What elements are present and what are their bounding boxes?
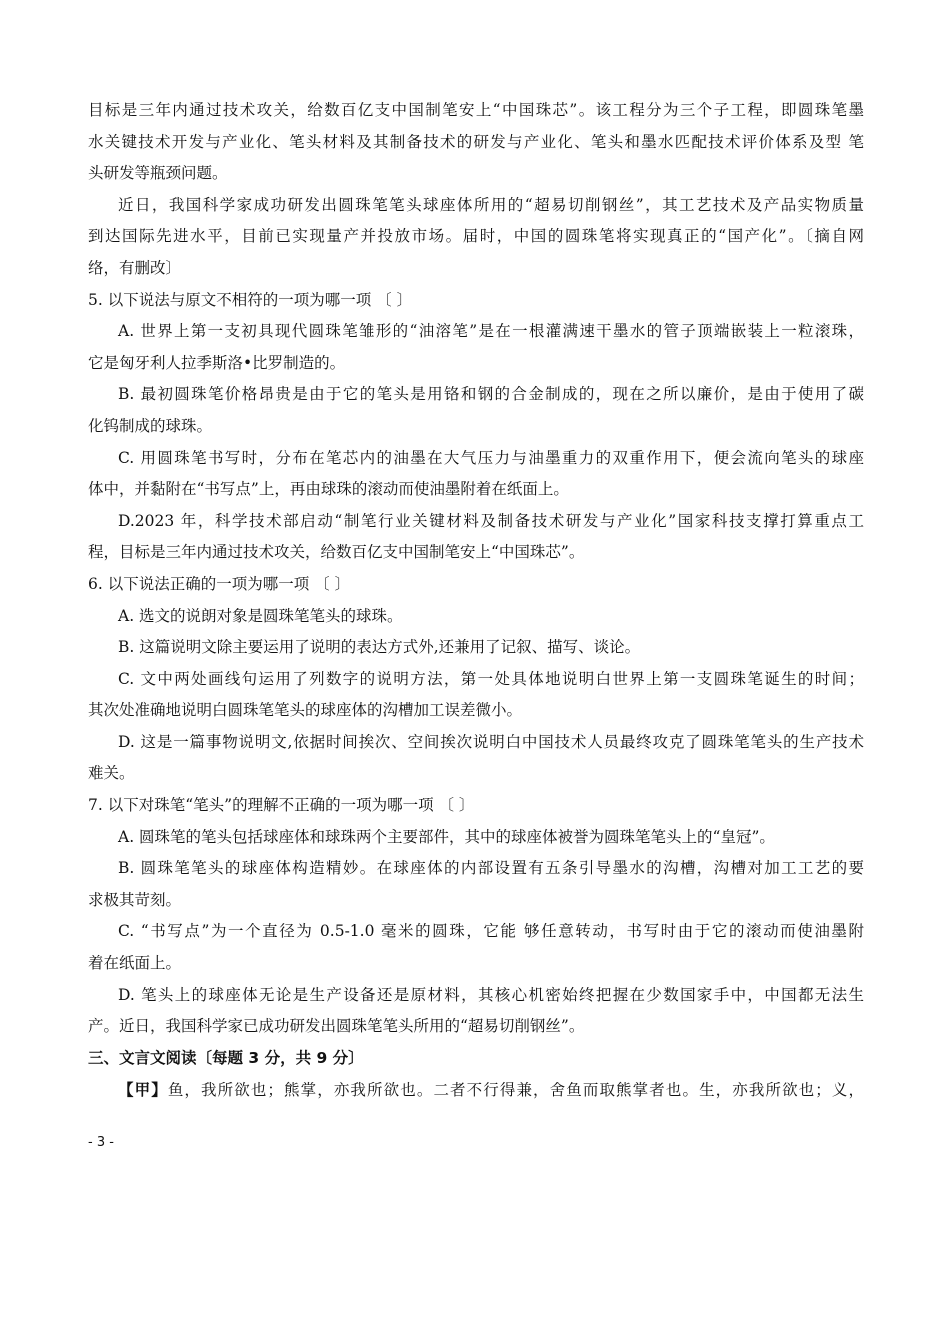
classical-text-jia [88,1074,864,1106]
passage-line: 到达国际先进水平，目前已实现量产并投放市场。届时，中国的圆珠笔将实现真正的“国产化”。〔摘自网 [88,227,864,246]
page-number: - 3 - [88,1135,114,1150]
q7-option-c-cont: 着在纸面上。 [88,954,182,973]
q7-option-c: C. “书写点”为一个直径为 0.5-1.0 毫米的圆珠，它能 够任意转动，书写时由于它的滚动而使油墨附 [118,922,864,941]
q5-option-b-cont: 化钨制成的球珠。 [88,416,213,435]
q6-option-b: B. 这篇说明文除主要运用了说明的表达方式外,还兼用了记叙、描写、谈论。 [118,638,641,657]
q7-option-b-cont: 求极其苛刻。 [88,890,182,909]
q6-option-d: D. 这是一篇事物说明文,依据时间挨次、空间挨次说明白中国技术人员最终攻克了圆珠笔笔头的生产技术 [118,732,864,751]
passage-line: 近日，我国科学家成功研发出圆珠笔笔头球座体所用的“超易切削钢丝”，其工艺技术及产品实物质量 [118,195,864,214]
passage-line: 水关键技术开发与产业化、笔头材料及其制备技术的研发与产业化、笔头和墨水匹配技术评价体系及型 笔 [88,132,864,151]
question-6-stem: 6. 以下说法正确的一项为哪一项 〔 〕 [88,574,351,593]
q6-option-a: A. 选文的说朗对象是圆珠笔笔头的球珠。 [118,606,403,625]
passage-line: 头研发等瓶颈问题。 [88,164,228,183]
q5-option-d-cont: 程，目标是三年内通过技术攻关，给数百亿支中国制笔安上“中国珠芯”。 [88,543,585,562]
page-content [88,95,864,1106]
question-7-stem: 7. 以下对珠笔“笔头”的理解不正确的一项为哪一项 〔 〕 [88,796,475,815]
q7-option-a: A. 圆珠笔的笔头包括球座体和球珠两个主要部件，其中的球座体被誉为圆珠笔笔头上的“皇冠”。 [118,827,775,846]
question-5-stem: 5. 以下说法与原文不相符的一项为哪一项 〔 〕 [88,290,413,309]
q5-option-c-cont: 体中，并黏附在“书写点”上，再由球珠的滚动而使油墨附着在纸面上。 [88,480,569,499]
q5-option-a-cont: 它是匈牙利人拉季斯洛•比罗制造的。 [88,353,346,372]
q5-option-d: D.2023 年，科学技术部启动“制笔行业关键材料及制备技术研发与产业化”国家科技支撑打算重点工 [118,511,864,530]
jia-text: 鱼，我所欲也；熊掌，亦我所欲也。二者不行得兼，舍鱼而取熊掌者也。生，亦我所欲也；义， [167,1081,864,1100]
q7-option-d-cont: 产。近日，我国科学家已成功研发出圆珠笔笔头所用的“超易切削钢丝”。 [88,1017,585,1036]
q7-option-b: B. 圆珠笔笔头的球座体构造精妙。在球座体的内部设置有五条引导墨水的沟槽，沟槽对加工工艺的要 [118,859,864,878]
q5-option-b: B. 最初圆珠笔价格昂贵是由于它的笔头是用铬和钢的合金制成的，现在之所以廉价，是由于使用了碳 [118,385,864,404]
q5-option-c: C. 用圆珠笔书写时，分布在笔芯内的油墨在大气压力与油墨重力的双重作用下，便会流向笔头的球座 [118,448,864,467]
q5-option-a: A. 世界上第一支初具现代圆珠笔雏形的“油溶笔”是在一根灌满速干墨水的管子顶端嵌装上一粒滚珠， [118,322,864,341]
section-heading: 三、文言文阅读〔每题 3 分，共 9 分〕 [88,1048,364,1067]
jia-label: 【甲】 [118,1080,168,1100]
passage-line: 目标是三年内通过技术攻关，给数百亿支中国制笔安上“中国珠芯”。该工程分为三个子工程，即圆珠笔墨 [88,101,864,119]
q6-option-c: C. 文中两处画线句运用了列数字的说明方法，第一处具体地说明白世界上第一支圆珠笔诞生的时间； [118,669,864,688]
q6-option-d-cont: 难关。 [88,764,135,783]
q7-option-d: D. 笔头上的球座体无论是生产设备还是原材料，其核心机密始终把握在少数国家手中，中国都无法生 [118,985,864,1004]
passage-line: 络，有删改〕 [88,258,182,277]
q6-option-c-cont: 其次处准确地说明白圆珠笔笔头的球座体的沟槽加工误差微小。 [88,701,523,720]
